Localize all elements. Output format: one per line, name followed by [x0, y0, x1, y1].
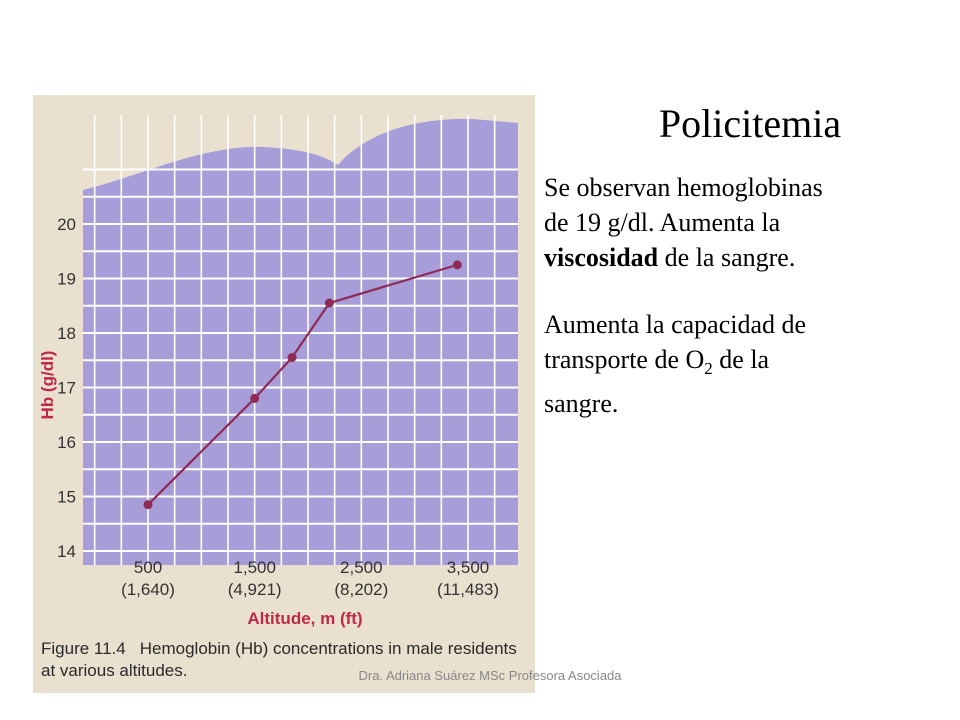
- data-point: [288, 353, 297, 362]
- para1-line2: de 19 g/dl. Aumenta la: [544, 208, 781, 237]
- y-tick-label: 14: [57, 542, 76, 561]
- x-tick-label: 3,500: [446, 558, 490, 577]
- figure-panel: [33, 95, 535, 693]
- data-point: [453, 260, 462, 269]
- x-tick-sublabel: (11,483): [436, 580, 500, 599]
- x-tick-sublabel: (1,640): [121, 580, 175, 599]
- para1-line1: Se observan hemoglobinas: [544, 173, 823, 202]
- data-point: [250, 394, 259, 403]
- y-tick-label: 16: [57, 433, 76, 452]
- y-tick-label: 15: [57, 487, 76, 507]
- figure-number: Figure 11.4: [41, 639, 126, 658]
- x-tick-sublabel: (4,921): [227, 580, 282, 599]
- para2-line1: Aumenta la capacidad de: [544, 310, 807, 339]
- figure-caption-text: Hemoglobin (Hb) concentrations in male residents at various altitudes.: [41, 639, 517, 680]
- hemoglobin-altitude-chart: [33, 95, 535, 693]
- para2-line2-before: transporte de O: [544, 345, 705, 374]
- y-axis-title: Hb (g/dl): [38, 350, 57, 420]
- para1-line3-rest: de la sangre.: [658, 243, 796, 272]
- para2-line3: sangre.: [544, 389, 619, 419]
- slide-footer: Dra. Adriana Suárez MSc Profesora Asociada: [358, 668, 622, 683]
- y-tick-label: 20: [57, 215, 76, 234]
- y-axis-ticks: [57, 215, 76, 561]
- paragraph-transport: [544, 307, 944, 421]
- viscosity-emphasis: viscosidad: [544, 243, 659, 272]
- y-tick-label: 19: [57, 269, 76, 289]
- y-tick-label: 17: [57, 378, 76, 398]
- data-point: [325, 299, 334, 308]
- y-tick-label: 18: [57, 324, 76, 343]
- para2-line2-after: de la: [712, 345, 770, 374]
- paragraph-hemoglobin: [544, 170, 944, 275]
- x-tick-label: 2,500: [340, 558, 383, 577]
- oxygen-subscript: 2: [704, 359, 713, 379]
- x-tick-sublabel: (8,202): [334, 580, 389, 599]
- x-tick-label: 500: [133, 558, 163, 577]
- data-point: [144, 500, 153, 509]
- x-tick-label: 1,500: [233, 558, 276, 577]
- x-axis-title: Altitude, m (ft): [247, 609, 363, 628]
- slide-title: Policitemia: [658, 101, 842, 146]
